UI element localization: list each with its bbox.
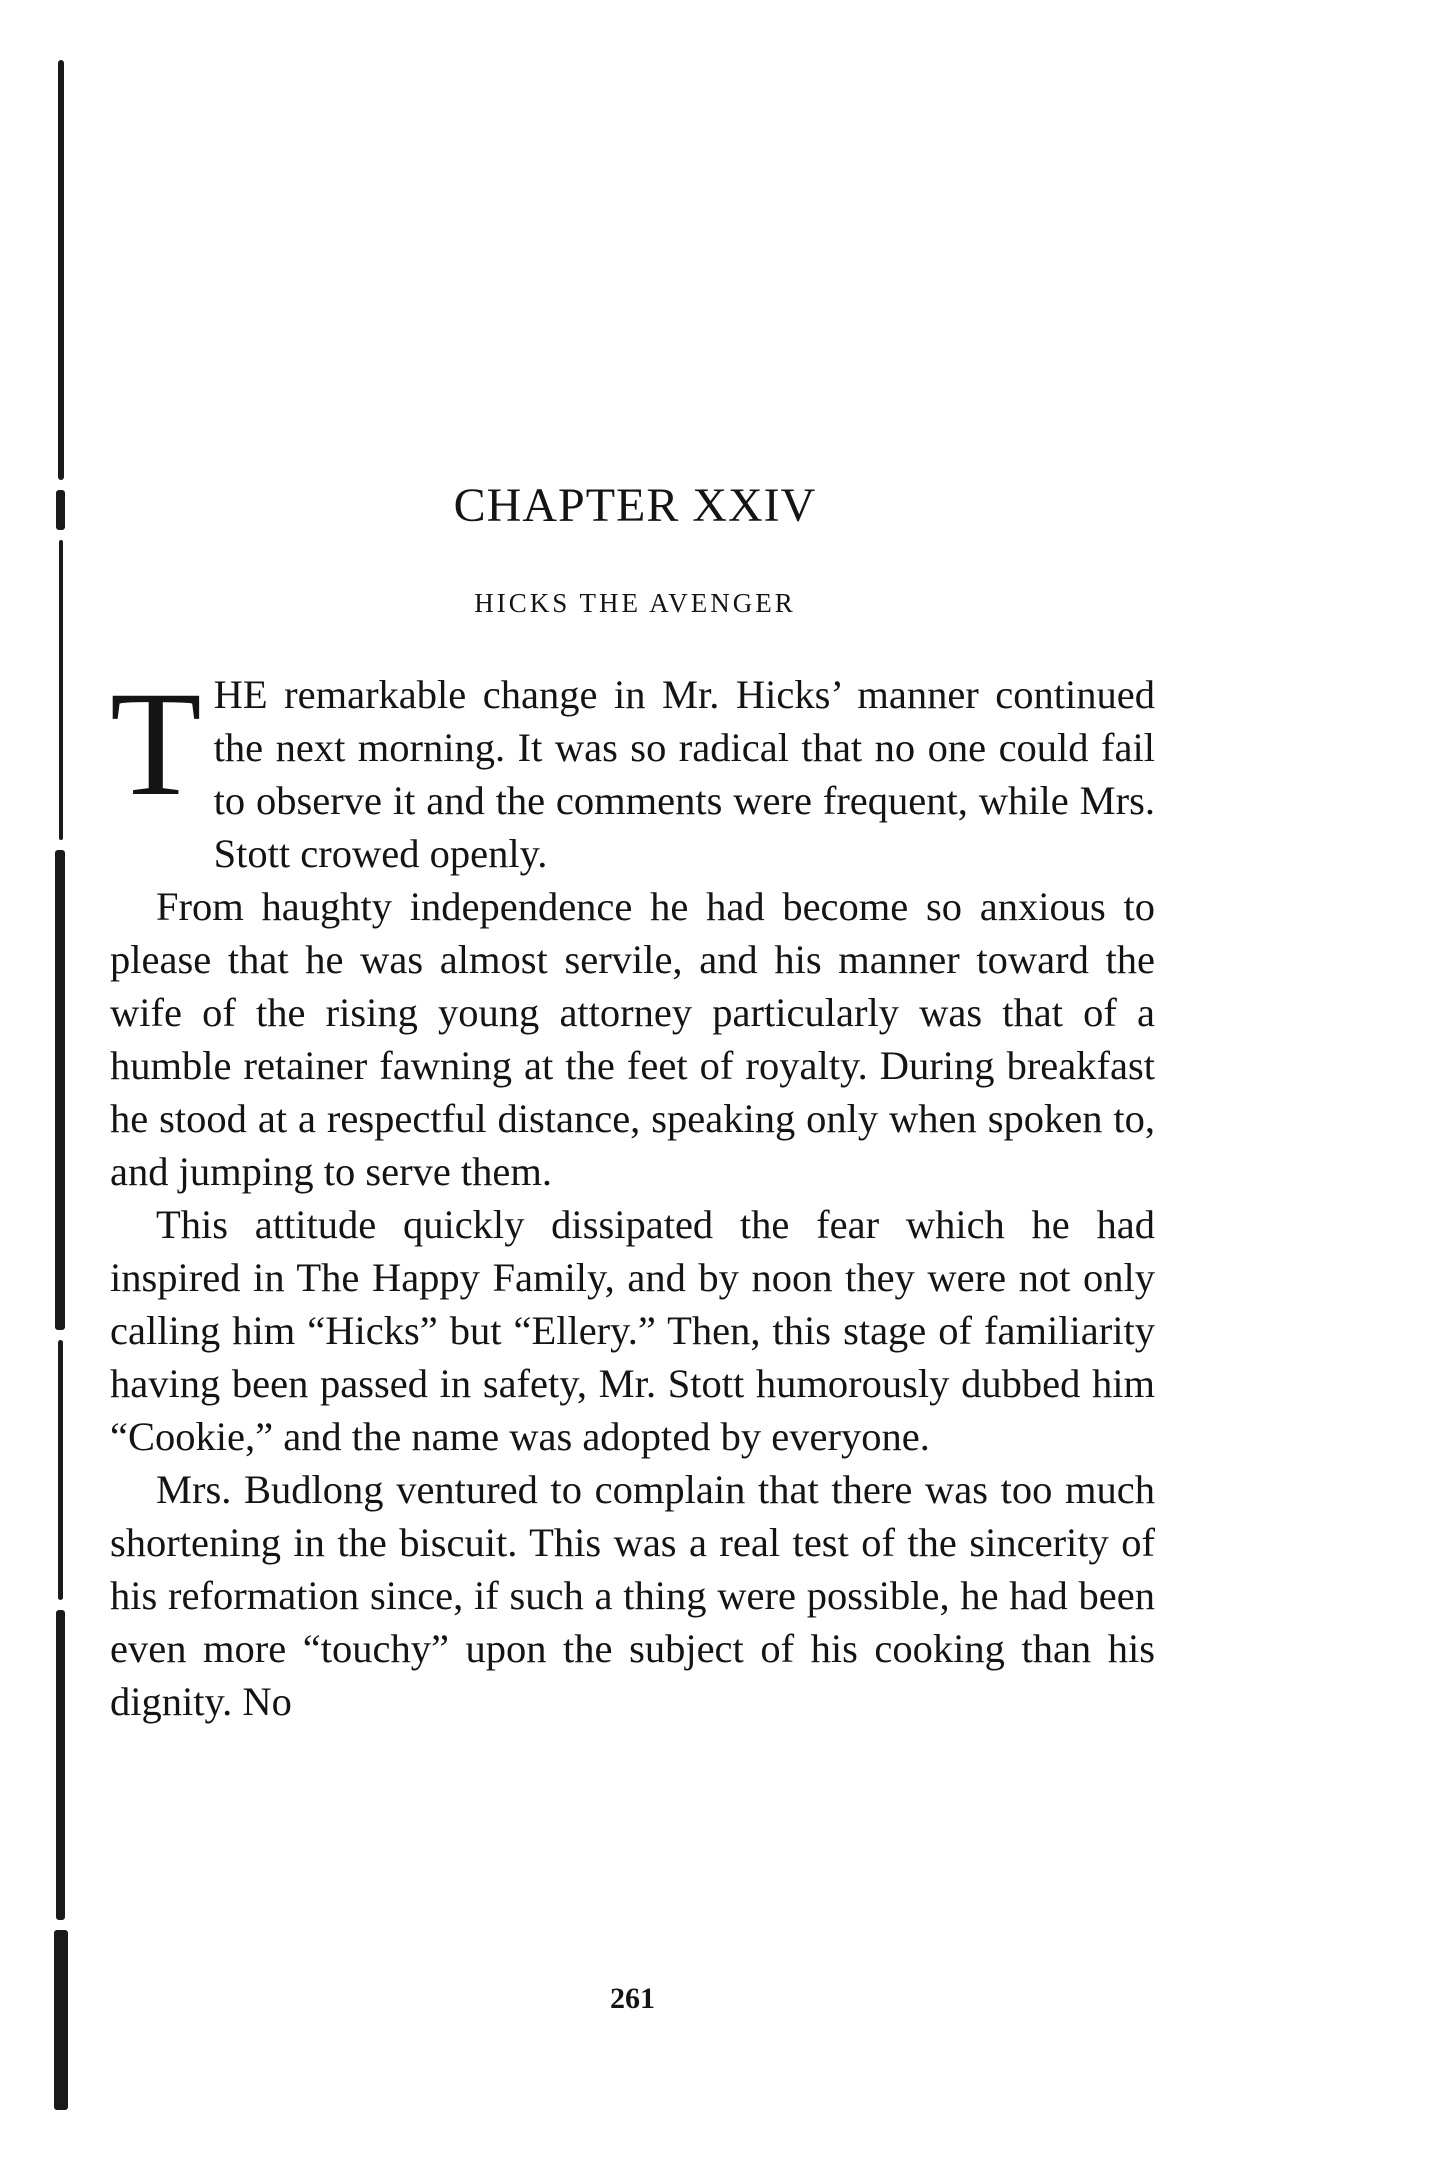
paragraph-2: From haughty independence he had become so anxious to please that he was almost servile, and his manner toward the wife of the rising young attorney particularly was that of a humble retainer fawning at the feet of royalty. During breakfast he stood at a respectful distance, speaking only when spoken to, and jumping to serve them. bbox=[110, 884, 1155, 1194]
chapter-heading: CHAPTER XXIV bbox=[453, 479, 817, 532]
paragraph-4: Mrs. Budlong ventured to complain that there was too much shortening in the biscuit. This was a real test of the sincerity of his reformation since, if such a thing were possible, he had been even more “touchy” upon the subject of his cooking than his dignity. No bbox=[110, 1467, 1155, 1724]
paragraph-1 bbox=[110, 661, 1155, 880]
paragraph-1-text: HE remarkable change in Mr. Hicks’ manner continued the next morning. It was so radical that no one could fail to observe it and the comments were frequent, while Mrs. Stott crowed openly. bbox=[213, 672, 1155, 876]
drop-cap: T bbox=[110, 661, 202, 827]
binding-shadow bbox=[54, 60, 70, 2110]
page-number: 261 bbox=[610, 1982, 655, 2015]
body-text bbox=[110, 661, 1155, 1728]
paragraph-3: This attitude quickly dissipated the fear which he had inspired in The Happy Family, and by noon they were not only calling him “Hicks” but “Ellery.” Then, this stage of familiarity having been passed in safety, Mr. Stott humorously dubbed him “Cookie,” and the name was adopted by everyone. bbox=[110, 1202, 1155, 1459]
chapter-subtitle: HICKS THE AVENGER bbox=[474, 588, 796, 618]
